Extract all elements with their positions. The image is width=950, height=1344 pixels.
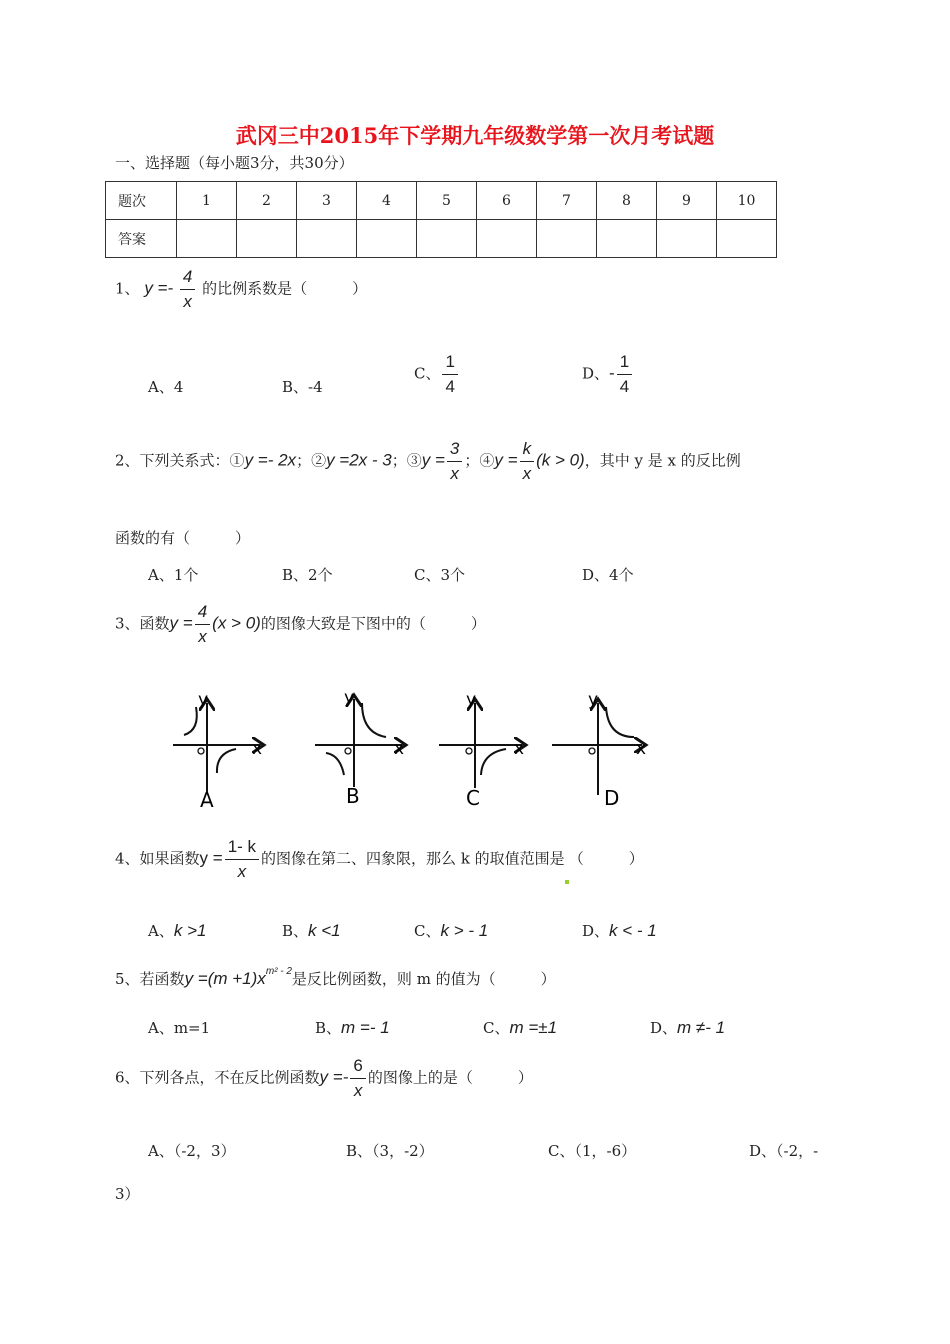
fraction-numerator: 1- k bbox=[225, 835, 259, 860]
question-5 bbox=[115, 966, 556, 989]
fraction bbox=[180, 265, 195, 314]
fraction-numerator: 3 bbox=[447, 437, 462, 462]
table-cell: 8 bbox=[597, 182, 657, 220]
option-label: B、 bbox=[315, 1019, 342, 1037]
axis-label-x: x bbox=[252, 739, 263, 759]
question-number: 4、如果函数 bbox=[115, 849, 200, 868]
option-c: C、3个 bbox=[414, 566, 466, 584]
option-label: A、 bbox=[148, 922, 174, 940]
question-text: ；② bbox=[296, 451, 327, 470]
page-title: 武冈三中2015年下学期九年级数学第一次月考试题 bbox=[235, 123, 715, 148]
axis-label-y: y bbox=[466, 690, 477, 710]
question-4 bbox=[115, 835, 644, 884]
answer-cell[interactable] bbox=[417, 220, 477, 258]
question-text: 的图像大致是下图中的（ ） bbox=[260, 614, 486, 633]
option-c bbox=[483, 1017, 557, 1038]
fraction-denominator: 4 bbox=[445, 377, 455, 396]
graph-d[interactable] bbox=[552, 690, 646, 810]
formula: m ≠- 1 bbox=[677, 1018, 726, 1037]
graph-label: C bbox=[466, 786, 480, 810]
formula: y = bbox=[169, 613, 193, 633]
answer-cell[interactable] bbox=[537, 220, 597, 258]
fraction-denominator: x bbox=[237, 862, 247, 881]
table-cell: 6 bbox=[477, 182, 537, 220]
option-label: C、 bbox=[483, 1019, 510, 1037]
graph-options bbox=[160, 685, 680, 815]
question-text: 函数的有（ ） bbox=[115, 529, 251, 547]
answer-cell[interactable] bbox=[237, 220, 297, 258]
table-row bbox=[106, 220, 777, 258]
fraction bbox=[350, 1054, 365, 1103]
formula: m =- 1 bbox=[341, 1018, 390, 1037]
fraction-numerator: k bbox=[520, 437, 535, 462]
formula: y =- bbox=[144, 278, 174, 298]
formula: y = bbox=[199, 848, 223, 868]
table-cell: 答案 bbox=[106, 220, 177, 258]
table-cell: 题次 bbox=[106, 182, 177, 220]
question-1 bbox=[115, 265, 367, 314]
axis-label-y: y bbox=[198, 690, 209, 710]
question-text: 的图像在第二、四象限，那么 k 的取值范围是 bbox=[261, 849, 565, 868]
fraction-numerator: 4 bbox=[180, 265, 195, 290]
question-number: 6、下列各点，不在反比例函数 bbox=[115, 1068, 320, 1087]
question-text: 、若函数 bbox=[124, 970, 185, 988]
question-text: 下列关系式：① bbox=[139, 451, 245, 470]
axis-label-x: x bbox=[636, 739, 647, 759]
answer-cell[interactable] bbox=[357, 220, 417, 258]
answer-cell[interactable] bbox=[717, 220, 777, 258]
option-d: D、（-2，- bbox=[749, 1142, 819, 1160]
option-a: A、4 bbox=[148, 378, 184, 396]
table-cell: 3 bbox=[297, 182, 357, 220]
question-text: （ ） bbox=[568, 849, 644, 868]
option-label: C、 bbox=[414, 364, 441, 383]
question-2 bbox=[115, 437, 741, 486]
formula: (x > 0) bbox=[212, 613, 261, 633]
table-cell: 2 bbox=[237, 182, 297, 220]
answer-cell[interactable] bbox=[597, 220, 657, 258]
option-d bbox=[650, 1017, 725, 1038]
axis-label-y: y bbox=[588, 690, 599, 710]
option-d bbox=[582, 920, 657, 941]
table-cell: 7 bbox=[537, 182, 597, 220]
option-b: B、-4 bbox=[282, 378, 323, 396]
option-d: D、4个 bbox=[582, 566, 634, 584]
option-b bbox=[315, 1017, 390, 1038]
fraction bbox=[520, 437, 535, 486]
question-text: 的图像上的是（ ） bbox=[367, 1068, 533, 1087]
formula: (k > 0) bbox=[536, 450, 585, 470]
fraction-denominator: x bbox=[198, 627, 207, 646]
option-label: D、 bbox=[582, 922, 610, 940]
table-row bbox=[106, 182, 777, 220]
option-b: B、2个 bbox=[282, 566, 333, 584]
fraction bbox=[225, 835, 259, 884]
option-label: B、 bbox=[282, 922, 309, 940]
fraction-denominator: x bbox=[353, 1081, 363, 1100]
formula: y =- 2x bbox=[244, 450, 297, 470]
option-d bbox=[582, 350, 634, 399]
table-cell: 5 bbox=[417, 182, 477, 220]
question-text: 的比例系数是（ ） bbox=[202, 279, 368, 298]
fraction-denominator: x bbox=[183, 292, 192, 311]
fraction-numerator: 6 bbox=[350, 1054, 365, 1079]
answer-cell[interactable] bbox=[477, 220, 537, 258]
fraction bbox=[447, 437, 462, 486]
question-number: 2、 bbox=[115, 451, 140, 470]
option-b: B、（3，-2） bbox=[346, 1142, 434, 1160]
question-text: 是反比例函数，则 m 的值为（ ） bbox=[291, 970, 556, 988]
graph-label: A bbox=[200, 788, 214, 812]
graph-label: D bbox=[604, 786, 620, 810]
fraction bbox=[617, 350, 632, 399]
fraction-denominator: x bbox=[522, 464, 532, 483]
fraction bbox=[195, 600, 210, 649]
option-a: A、m=1 bbox=[148, 1019, 211, 1037]
fraction-numerator: 1 bbox=[442, 350, 457, 375]
option-a: A、1个 bbox=[148, 566, 199, 584]
table-cell: 9 bbox=[657, 182, 717, 220]
graph-b[interactable] bbox=[315, 688, 404, 808]
formula: y =- bbox=[319, 1067, 349, 1087]
marker bbox=[565, 880, 569, 884]
graph-a[interactable] bbox=[173, 690, 262, 812]
fraction bbox=[442, 350, 457, 399]
answer-cell[interactable] bbox=[177, 220, 237, 258]
option-label: D、 bbox=[650, 1019, 678, 1037]
fraction-numerator: 1 bbox=[617, 350, 632, 375]
formula: k <1 bbox=[308, 921, 341, 940]
table-cell: 10 bbox=[717, 182, 777, 220]
question-number: 5 bbox=[115, 970, 125, 988]
option-label: C、 bbox=[414, 922, 441, 940]
formula: y =2x - 3 bbox=[326, 450, 392, 470]
formula: y =(m +1)x bbox=[184, 969, 266, 988]
question-number: 1、 bbox=[115, 279, 140, 298]
option-label: D、 bbox=[582, 364, 610, 383]
fraction-denominator: x bbox=[450, 464, 459, 483]
question-text: ；③ bbox=[391, 451, 422, 470]
option-c bbox=[414, 350, 460, 399]
graph-c[interactable] bbox=[439, 690, 524, 810]
formula: k > - 1 bbox=[440, 921, 489, 940]
question-6 bbox=[115, 1054, 533, 1103]
answer-cell[interactable] bbox=[297, 220, 357, 258]
formula: k >1 bbox=[173, 921, 207, 940]
formula: y = bbox=[421, 450, 445, 470]
table-cell: 4 bbox=[357, 182, 417, 220]
fraction-denominator: 4 bbox=[619, 377, 630, 396]
answer-table bbox=[105, 181, 777, 258]
option-c bbox=[414, 920, 488, 941]
question-number: 3、函数 bbox=[115, 614, 170, 633]
question-text: ；④ bbox=[464, 451, 495, 470]
minus-sign: - bbox=[609, 363, 615, 383]
formula: k < - 1 bbox=[609, 921, 657, 940]
answer-cell[interactable] bbox=[657, 220, 717, 258]
option-d-wrap: 3） bbox=[115, 1185, 140, 1203]
option-a bbox=[148, 920, 206, 941]
option-a: A、（-2，3） bbox=[148, 1142, 236, 1160]
graph-label: B bbox=[346, 784, 360, 808]
axis-label-x: x bbox=[514, 739, 525, 759]
formula: y = bbox=[494, 450, 518, 470]
question-text: ，其中 y 是 x 的反比例 bbox=[584, 451, 741, 470]
section-heading: 一、选择题（每小题3分，共30分） bbox=[115, 154, 354, 172]
table-cell: 1 bbox=[177, 182, 237, 220]
fraction-numerator: 4 bbox=[195, 600, 210, 625]
question-3 bbox=[115, 600, 486, 649]
formula: m =±1 bbox=[509, 1018, 558, 1037]
exponent: m² - 2 bbox=[265, 966, 292, 977]
option-c: C、（1，-6） bbox=[548, 1142, 637, 1160]
axis-label-y: y bbox=[344, 688, 355, 708]
axis-label-x: x bbox=[394, 739, 405, 759]
option-b bbox=[282, 920, 341, 941]
